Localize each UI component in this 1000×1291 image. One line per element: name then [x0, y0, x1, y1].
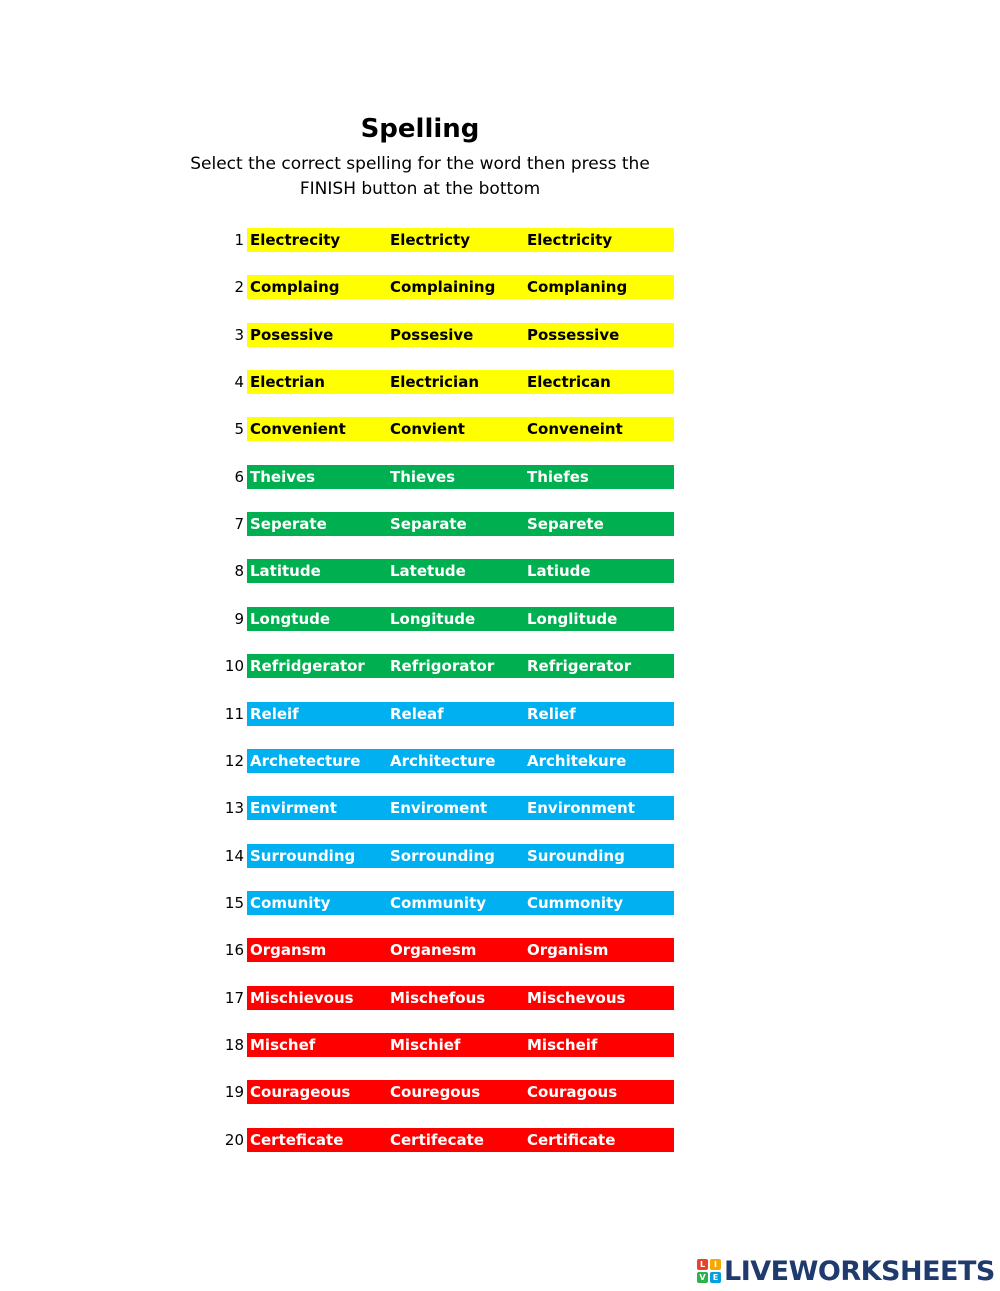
answer-option[interactable]: Surrounding [250, 847, 356, 865]
answer-options-bar [247, 702, 674, 726]
page-title: Spelling [360, 114, 480, 144]
question-number: 13 [224, 799, 244, 817]
answer-options-bar [247, 607, 674, 631]
question-row [200, 607, 674, 631]
answer-options-bar [247, 275, 674, 299]
answer-option[interactable]: Electricity [527, 231, 613, 249]
logo-block: L [697, 1259, 708, 1270]
question-number: 14 [224, 847, 244, 865]
answer-option[interactable]: Convenient [250, 420, 346, 438]
answer-options-bar [247, 370, 674, 394]
answer-option[interactable]: Organesm [390, 941, 477, 959]
answer-option[interactable]: Mischievous [250, 989, 354, 1007]
logo-blocks-icon [697, 1259, 721, 1283]
question-row [200, 323, 674, 347]
question-row [200, 844, 674, 868]
logo-block: E [710, 1272, 721, 1283]
question-row [200, 1033, 674, 1057]
answer-option[interactable]: Longitude [390, 610, 476, 628]
answer-options-bar [247, 1080, 674, 1104]
answer-option[interactable]: Conveneint [527, 420, 623, 438]
answer-options-bar [247, 1033, 674, 1057]
answer-options-bar [247, 844, 674, 868]
question-row [200, 417, 674, 441]
question-row [200, 654, 674, 678]
question-row [200, 938, 674, 962]
question-row [200, 891, 674, 915]
question-row [200, 749, 674, 773]
question-number: 1 [234, 231, 244, 249]
liveworksheets-logo [697, 1256, 995, 1286]
answer-option[interactable]: Surounding [527, 847, 625, 865]
question-number: 18 [224, 1036, 244, 1054]
answer-option[interactable]: Envirment [250, 799, 337, 817]
answer-option[interactable]: Releif [250, 705, 299, 723]
instructions-text: Select the correct spelling for the word then press the FINISH button at the bottom [190, 154, 650, 199]
answer-option[interactable]: Community [390, 894, 487, 912]
answer-options-bar [247, 654, 674, 678]
answer-option[interactable]: Certifecate [390, 1131, 484, 1149]
answer-option[interactable]: Complaning [527, 278, 628, 296]
answer-option[interactable]: Seperate [250, 515, 327, 533]
answer-option[interactable]: Possessive [527, 326, 620, 344]
answer-options-bar [247, 228, 674, 252]
answer-option[interactable]: Sorrounding [390, 847, 495, 865]
answer-option[interactable]: Environment [527, 799, 635, 817]
question-number: 3 [234, 326, 244, 344]
question-number: 20 [224, 1131, 244, 1149]
question-number: 8 [234, 562, 244, 580]
answer-option[interactable]: Possesive [390, 326, 474, 344]
answer-option[interactable]: Archetecture [250, 752, 361, 770]
answer-option[interactable]: Architecture [390, 752, 496, 770]
answer-option[interactable]: Mischeif [527, 1036, 598, 1054]
question-row [200, 702, 674, 726]
question-number: 6 [234, 468, 244, 486]
answer-option[interactable]: Complaing [250, 278, 340, 296]
question-number: 15 [224, 894, 244, 912]
answer-option[interactable]: Certeficate [250, 1131, 344, 1149]
question-number: 10 [224, 657, 244, 675]
question-number: 19 [224, 1083, 244, 1101]
question-number: 4 [234, 373, 244, 391]
answer-option[interactable]: Electrician [390, 373, 479, 391]
answer-option[interactable]: Cummonity [527, 894, 624, 912]
answer-options-bar [247, 512, 674, 536]
answer-option[interactable]: Mischef [250, 1036, 316, 1054]
question-number: 17 [224, 989, 244, 1007]
answer-option[interactable]: Latetude [390, 562, 466, 580]
answer-option[interactable]: Organism [527, 941, 609, 959]
answer-option[interactable]: Couragous [527, 1083, 618, 1101]
answer-options-bar [247, 891, 674, 915]
question-row [200, 1128, 674, 1152]
answer-options-bar [247, 417, 674, 441]
answer-option[interactable]: Mischevous [527, 989, 626, 1007]
answer-option[interactable]: Refrigerator [527, 657, 632, 675]
question-number: 2 [234, 278, 244, 296]
answer-option[interactable]: Mischief [390, 1036, 461, 1054]
answer-options-bar [247, 986, 674, 1010]
answer-option[interactable]: Certificate [527, 1131, 616, 1149]
answer-option[interactable]: Comunity [250, 894, 331, 912]
answer-option[interactable]: Separete [527, 515, 604, 533]
answer-option[interactable]: Electricty [390, 231, 471, 249]
question-number: 9 [234, 610, 244, 628]
answer-option[interactable]: Convient [390, 420, 465, 438]
answer-option[interactable]: Longlitude [527, 610, 618, 628]
answer-option[interactable]: Posessive [250, 326, 334, 344]
answer-option[interactable]: Separate [390, 515, 467, 533]
answer-option[interactable]: Refrigorator [390, 657, 495, 675]
question-number: 5 [234, 420, 244, 438]
question-number: 11 [224, 705, 244, 723]
answer-options-bar [247, 465, 674, 489]
answer-option[interactable]: Electrecity [250, 231, 341, 249]
answer-option[interactable]: Organsm [250, 941, 327, 959]
answer-options-bar [247, 796, 674, 820]
answer-option[interactable]: Longtude [250, 610, 331, 628]
logo-text: LIVEWORKSHEETS [724, 1255, 995, 1287]
answer-option[interactable]: Relief [527, 705, 576, 723]
answer-options-bar [247, 559, 674, 583]
question-row [200, 1080, 674, 1104]
logo-block: I [710, 1259, 721, 1270]
question-row [200, 559, 674, 583]
answer-option[interactable]: Courageous [250, 1083, 351, 1101]
answer-option[interactable]: Thiefes [527, 468, 589, 486]
question-number: 7 [234, 515, 244, 533]
answer-options-bar [247, 938, 674, 962]
answer-options-bar [247, 749, 674, 773]
answer-options-bar [247, 1128, 674, 1152]
answer-option[interactable]: Latitude [250, 562, 321, 580]
question-row [200, 465, 674, 489]
answer-option[interactable]: Latiude [527, 562, 591, 580]
answer-options-bar [247, 323, 674, 347]
question-row [200, 275, 674, 299]
answer-option[interactable]: Thieves [390, 468, 456, 486]
answer-option[interactable]: Theives [250, 468, 316, 486]
question-row [200, 512, 674, 536]
question-row [200, 370, 674, 394]
answer-option[interactable]: Couregous [390, 1083, 481, 1101]
question-row [200, 986, 674, 1010]
answer-option[interactable]: Electrican [527, 373, 611, 391]
logo-block: V [697, 1272, 708, 1283]
question-row [200, 796, 674, 820]
question-number: 12 [224, 752, 244, 770]
answer-option[interactable]: Mischefous [390, 989, 486, 1007]
answer-option[interactable]: Releaf [390, 705, 444, 723]
answer-option[interactable]: Complaining [390, 278, 496, 296]
answer-option[interactable]: Enviroment [390, 799, 488, 817]
answer-option[interactable]: Refridgerator [250, 657, 365, 675]
question-number: 16 [224, 941, 244, 959]
question-row [200, 228, 674, 252]
answer-option[interactable]: Architekure [527, 752, 627, 770]
answer-option[interactable]: Electrian [250, 373, 325, 391]
